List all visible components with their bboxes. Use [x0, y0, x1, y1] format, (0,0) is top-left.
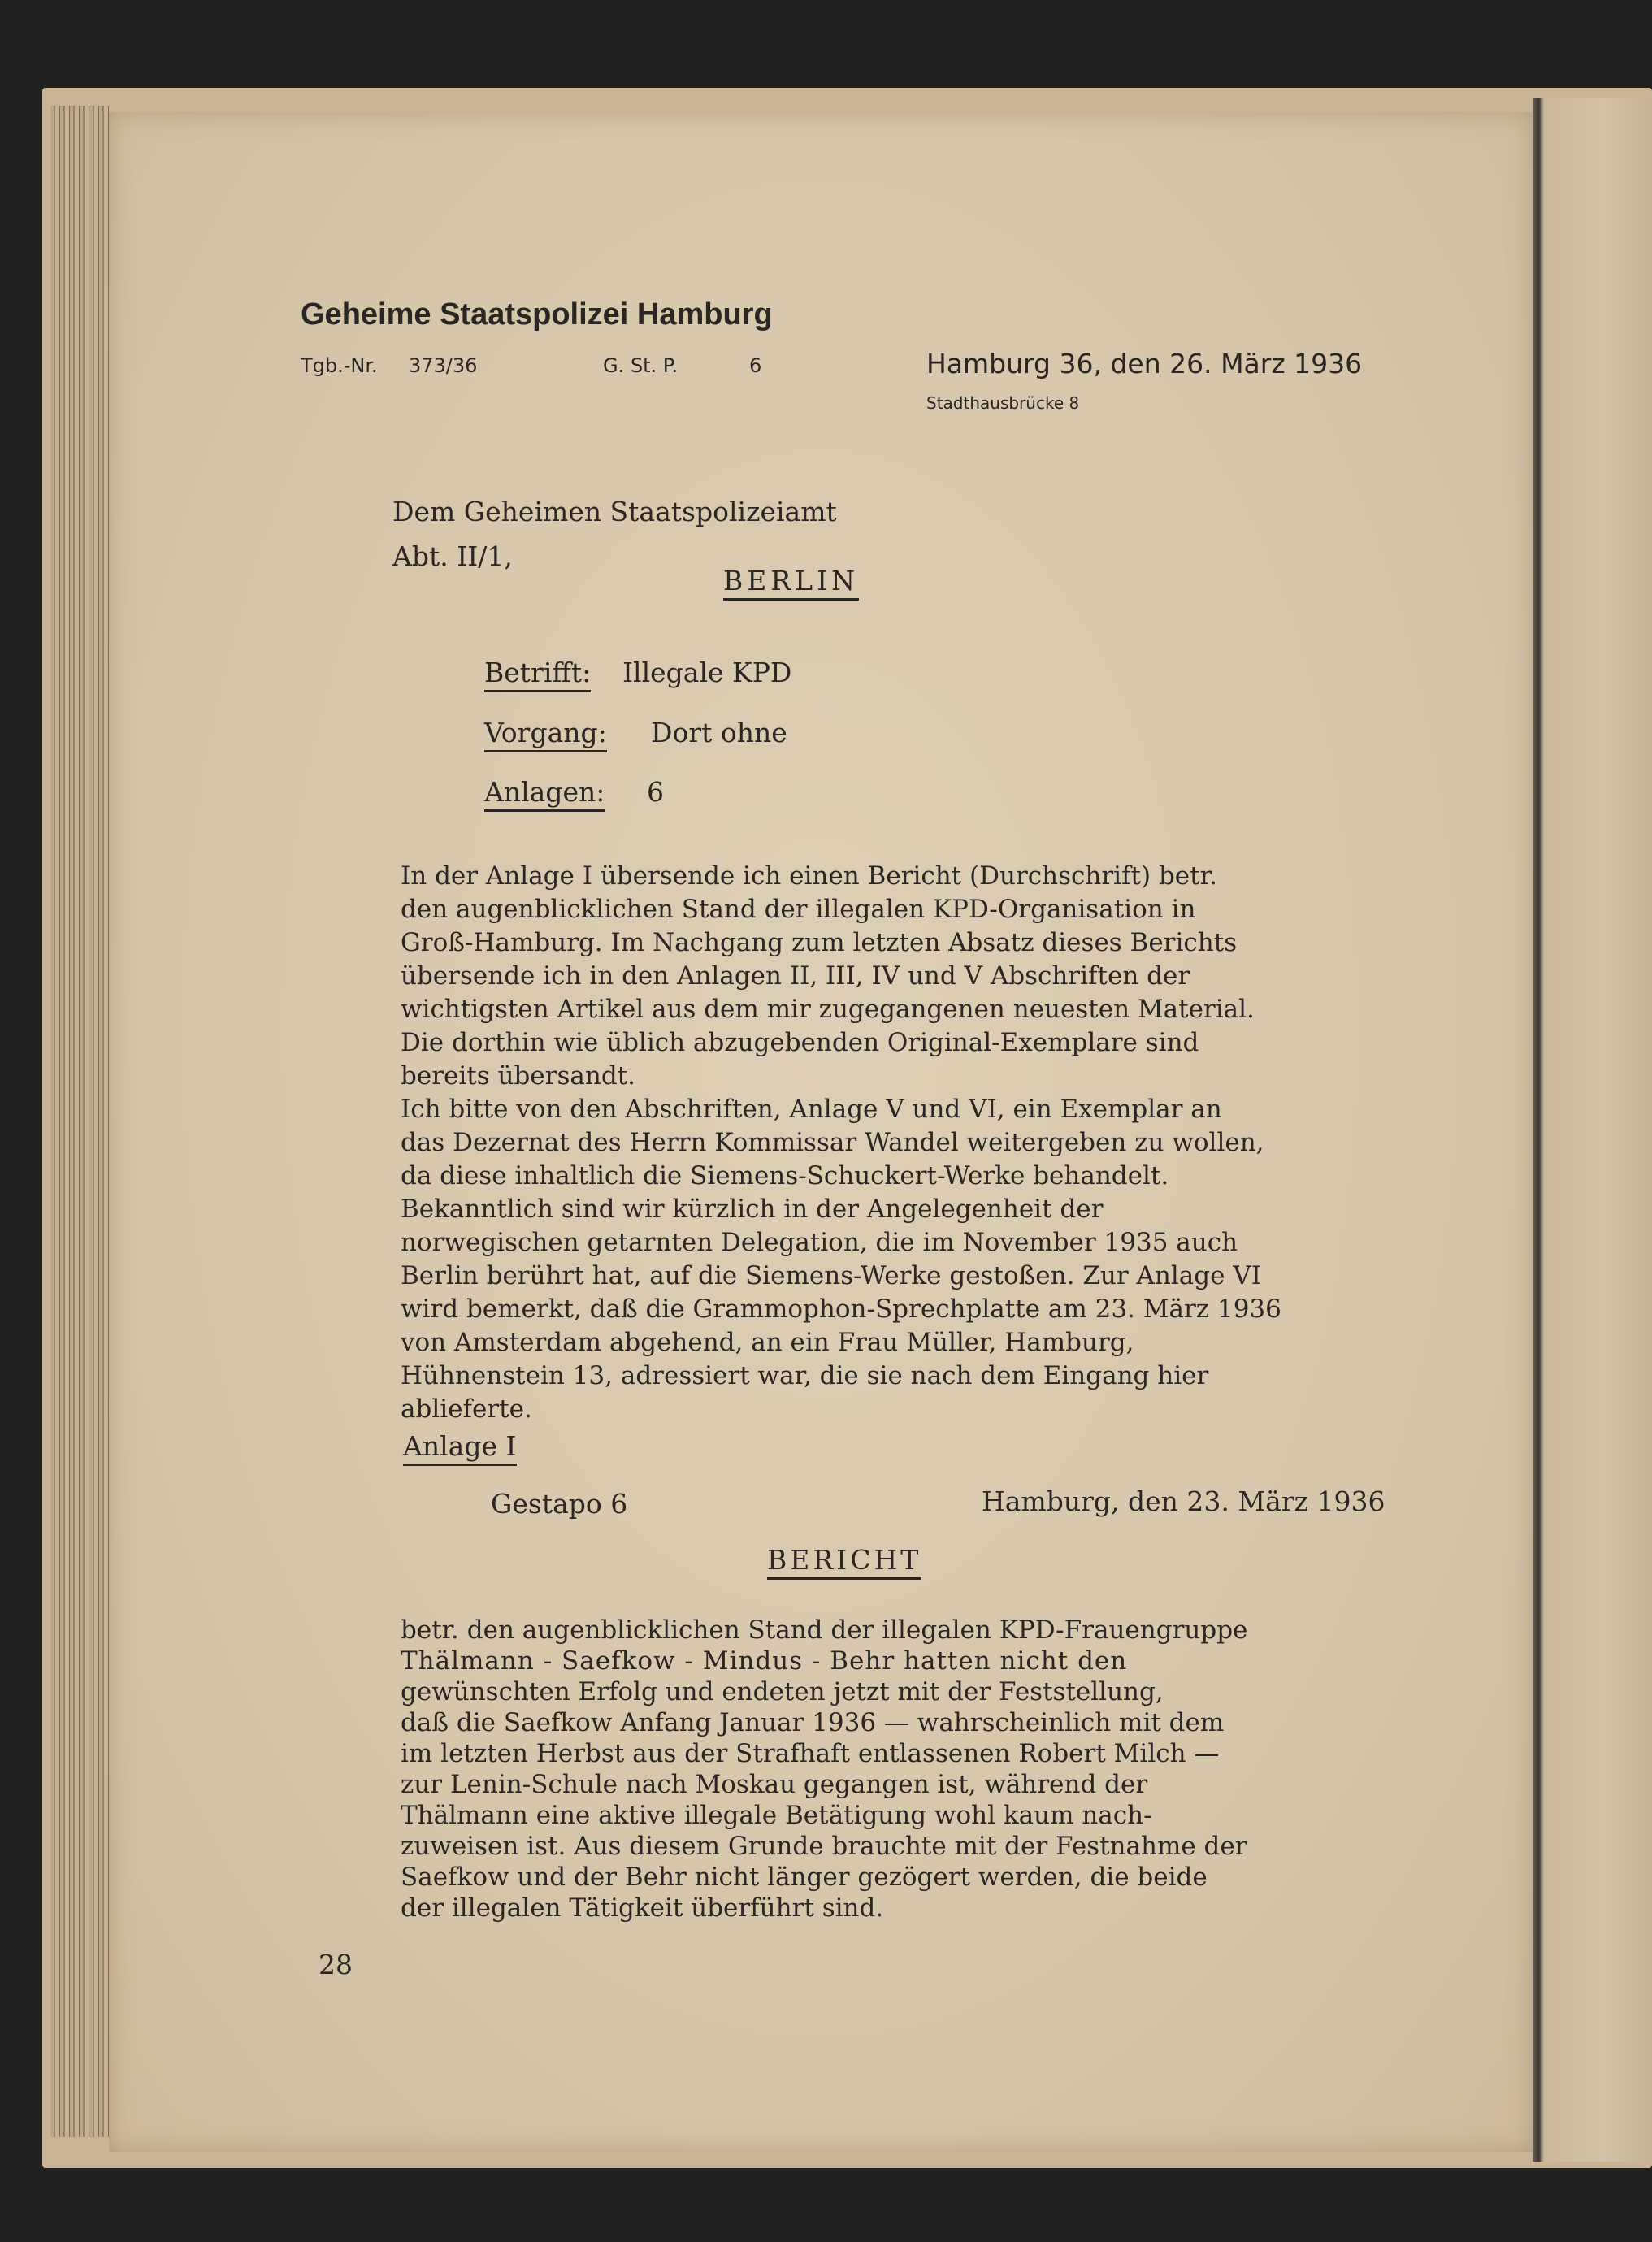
book-spine — [50, 106, 109, 2137]
report-body-line: im letzten Herbst aus der Strafhaft entlassenen Robert Milch — — [401, 1739, 1220, 1768]
report-body-line: gewünschten Erfolg und endeten jetzt mit der Feststellung, — [401, 1677, 1164, 1706]
betrifft-label: Betrifft: — [484, 657, 591, 692]
tgb-number: 373/36 — [409, 354, 478, 377]
report-body-line: daß die Saefkow Anfang Januar 1936 — wahrscheinlich mit dem — [401, 1708, 1225, 1737]
anlagen-label: Anlagen: — [484, 776, 605, 812]
letter-place-date: Hamburg 36, den 26. März 1936 — [926, 348, 1363, 379]
report-sender: Gestapo 6 — [491, 1488, 628, 1520]
letter-body-line: Ich bitte von den Abschriften, Anlage V und VI, ein Exemplar an — [401, 1095, 1222, 1124]
letter-body-line: Berlin berührt hat, auf die Siemens-Werke gestoßen. Zur Anlage VI — [401, 1261, 1261, 1290]
letter-body-line: Groß-Hamburg. Im Nachgang zum letzten Absatz dieses Berichts — [401, 928, 1238, 957]
page-number: 28 — [319, 1949, 353, 1980]
letter-body-line: Die dorthin wie üblich abzugebenden Original-Exemplare sind — [401, 1028, 1199, 1057]
recipient-line-1: Dem Geheimen Staatspolizeiamt — [392, 496, 837, 527]
letter-body-line: wichtigsten Artikel aus dem mir zugegangenen neuesten Material. — [401, 995, 1255, 1024]
letter-body-line: übersende ich in den Anlagen II, III, IV und V Abschriften der — [401, 961, 1190, 991]
letter-body-line: Hühnenstein 13, adressiert war, die sie nach dem Eingang hier — [401, 1361, 1209, 1390]
vorgang-value: Dort ohne — [651, 717, 787, 748]
report-place-date: Hamburg, den 23. März 1936 — [982, 1485, 1385, 1517]
letter-body-line: bereits übersandt. — [401, 1061, 635, 1091]
recipient-city: BERLIN — [723, 565, 859, 601]
letter-body-line: wird bemerkt, daß die Grammophon-Sprechplatte am 23. März 1936 — [401, 1294, 1281, 1324]
facing-page-edge — [1533, 98, 1652, 2162]
letter-street: Stadthausbrücke 8 — [926, 393, 1080, 413]
letter-body-line: von Amsterdam abgehend, an ein Frau Müller, Hamburg, — [401, 1328, 1134, 1357]
recipient-line-2: Abt. II/1, — [392, 540, 513, 572]
agency-letterhead: Geheime Staatspolizei Hamburg — [301, 297, 773, 332]
tgb-label: Tgb.-Nr. — [301, 354, 378, 377]
report-body-line: zuweisen ist. Aus diesem Grunde brauchte mit der Festnahme der — [401, 1832, 1247, 1861]
anlagen-value: 6 — [647, 776, 664, 808]
report-body-line: betr. den augenblicklichen Stand der illegalen KPD-Frauengruppe — [401, 1615, 1248, 1645]
betrifft-value: Illegale KPD — [622, 657, 792, 688]
anlage-label: Anlage I — [403, 1430, 517, 1466]
report-heading: BERICHT — [767, 1544, 921, 1580]
vorgang-label: Vorgang: — [484, 717, 607, 752]
report-body-line: Thälmann - Saefkow - Mindus - Behr hatten nicht den — [401, 1646, 1128, 1676]
letter-body-line: norwegischen getarnten Delegation, die im November 1935 auch — [401, 1228, 1238, 1257]
report-body-line: Saefkow und der Behr nicht länger gezögert werden, die beide — [401, 1863, 1208, 1892]
letter-body-line: Bekanntlich sind wir kürzlich in der Angelegenheit der — [401, 1195, 1104, 1224]
letter-body-line: das Dezernat des Herrn Kommissar Wandel weitergeben zu wollen, — [401, 1128, 1264, 1157]
report-body-line: der illegalen Tätigkeit überführt sind. — [401, 1893, 884, 1923]
gstp-label: G. St. P. — [603, 354, 679, 377]
letter-body-line: In der Anlage I übersende ich einen Bericht (Durchschrift) betr. — [401, 861, 1217, 891]
letter-body-line: da diese inhaltlich die Siemens-Schuckert-Werke behandelt. — [401, 1161, 1169, 1190]
letter-body-line: den augenblicklichen Stand der illegalen KPD-Organisation in — [401, 895, 1196, 924]
letter-body-line: ablieferte. — [401, 1394, 532, 1424]
report-body-line: zur Lenin-Schule nach Moskau gegangen ist, während der — [401, 1770, 1148, 1799]
report-body-line: Thälmann eine aktive illegale Betätigung wohl kaum nach- — [401, 1801, 1152, 1830]
gstp-number: 6 — [749, 354, 762, 377]
